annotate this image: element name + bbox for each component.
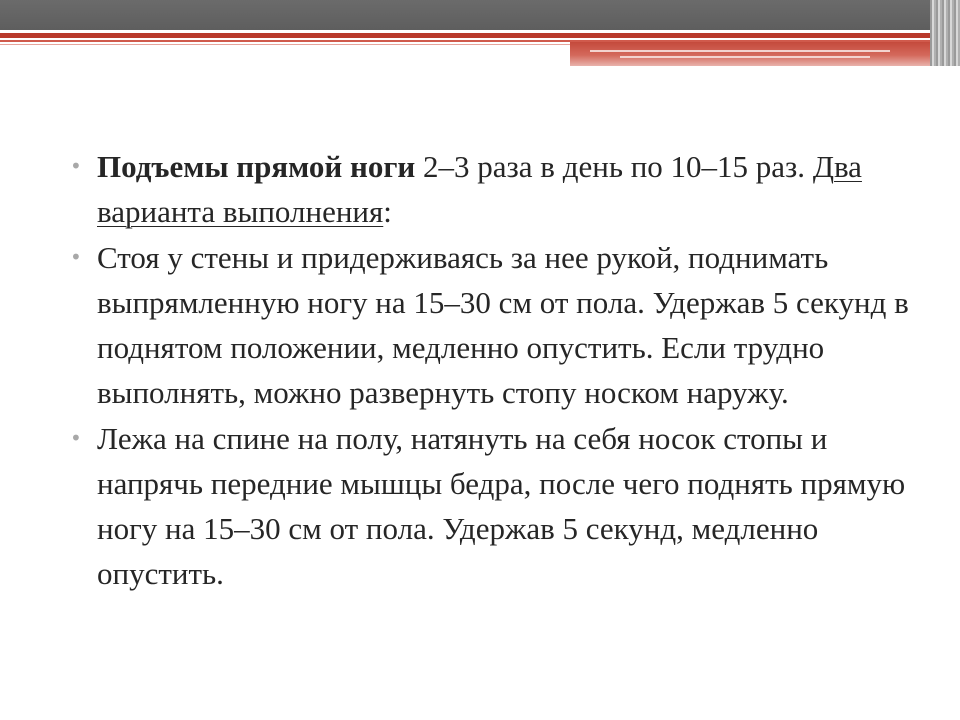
bullet-dot-icon: • [70,426,82,450]
bullet-text: 2–3 раза в день по 10–15 раз. [415,149,813,184]
bullet-text-end: : [383,194,392,229]
bullet-text: Стоя у стены и придерживаясь за нее рукой, поднимать выпрямленную ногу на 15–30 см от пола. Удержав 5 секунд в поднятом положении, медленно опустить. Если трудно выполнять, можно развернуть стопу носком наружу. [97,240,909,410]
header-tab-highlight [620,56,870,58]
bullet-item [70,416,910,596]
bullet-item [70,144,910,234]
header-stripes [930,0,960,66]
header-decoration [0,0,960,72]
bullet-item [70,235,910,415]
bullet-text: Лежа на спине на полу, натянуть на себя носок стопы и напрячь передние мышцы бедра, после чего поднять прямую ногу на 15–30 см от пола. Удержав 5 секунд, медленно опустить. [97,421,906,591]
bullet-dot-icon: • [70,154,82,178]
bullet-bold-lead: Подъемы прямой ноги [97,149,416,184]
header-tab-highlight [590,50,890,52]
header-red-line [0,33,930,38]
header-red-tab [570,42,932,66]
bullet-list [70,144,910,596]
bullet-underlined-text: Два варианта выполнения [97,149,862,229]
slide-body [70,144,910,597]
bullet-dot-icon: • [70,245,82,269]
header-gray-bar [0,0,960,30]
